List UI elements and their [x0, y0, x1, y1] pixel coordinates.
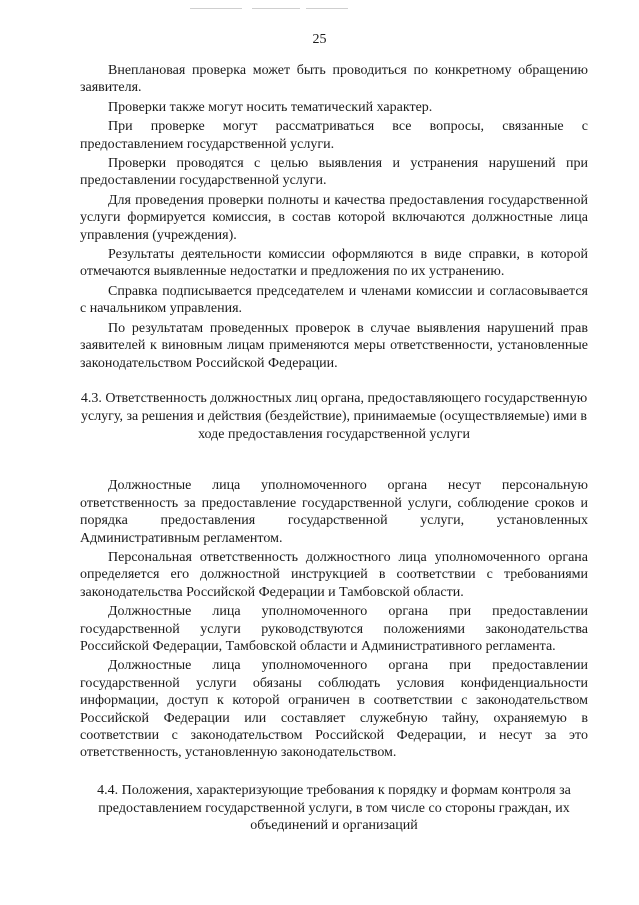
document-body — [80, 62, 588, 835]
paragraph: Для проведения проверки полноты и качества предоставления государственной услуги формируется комиссия, в состав которой включаются должностные лица управления (учреждения). — [80, 192, 588, 243]
paragraph: Должностные лица уполномоченного органа несут персональную ответственность за предоставление государственной услуги, соблюдение сроков и порядка предоставления государственной услуги, установленных Административным регламентом. — [80, 478, 588, 546]
paragraph: Проверки также могут носить тематический характер. — [108, 99, 433, 115]
paragraph: При проверке могут рассматриваться все вопросы, связанные с предоставлением государственной услуги. — [80, 119, 588, 152]
section-2-text — [80, 477, 588, 762]
page-number: 25 — [312, 32, 327, 47]
scan-mark — [306, 8, 348, 9]
section-heading-4-3: 4.3. Ответственность должностных лиц органа, предоставляющего государственную услугу, за решения и действия (бездействие), принимаемые (осуществляемые) ими в ходе предоставления государственной услуги — [80, 390, 588, 442]
paragraph: Справка подписывается председателем и членами комиссии и согласовывается с начальником управления. — [80, 283, 588, 317]
paragraph: Проверки проводятся с целью выявления и устранения нарушений при предоставлении государственной услуги. — [80, 156, 588, 189]
paragraph: Результаты деятельности комиссии оформляются в виде справки, в которой отмечаются выявленные недостатки и предложения по их устранению. — [80, 247, 588, 280]
paragraph: Персональная ответственность должностного лица уполномоченного органа определяется его должностной инструкцией в соответствии с требованиями законодательства Российской Федерации и Тамбовской области. — [80, 549, 588, 600]
paragraph: Должностные лица уполномоченного органа при предоставлении государственной услуги руководствуются положениями законодательства Российской Федерации, Тамбовской области и Административного регламента. — [80, 604, 588, 654]
section-heading-4-4: 4.4. Положения, характеризующие требования к порядку и формам контроля за предоставлением государственной услуги, в том числе со стороны граждан, их объединений и организаций — [97, 782, 571, 834]
section-1-text — [80, 62, 588, 372]
scan-mark — [252, 8, 300, 9]
scan-mark — [190, 8, 242, 9]
paragraph: По результатам проведенных проверок в случае выявления нарушений прав заявителей к виновным лицам применяются меры ответственности, установленные законодательством Российской Федерации. — [80, 320, 588, 371]
paragraph: Должностные лица уполномоченного органа при предоставлении государственной услуги обязаны соблюдать условия конфиденциальности информации, доступ к которой ограничен в соответствии с законодательством Российской Федерации или составляет служебную тайну, охраняемую в соответствии с законодательством Российской Федерации, и несут за это ответственность, установленную законодательством. — [80, 658, 588, 761]
paragraph: Внеплановая проверка может быть проводиться по конкретному обращению заявителя. — [80, 63, 588, 96]
